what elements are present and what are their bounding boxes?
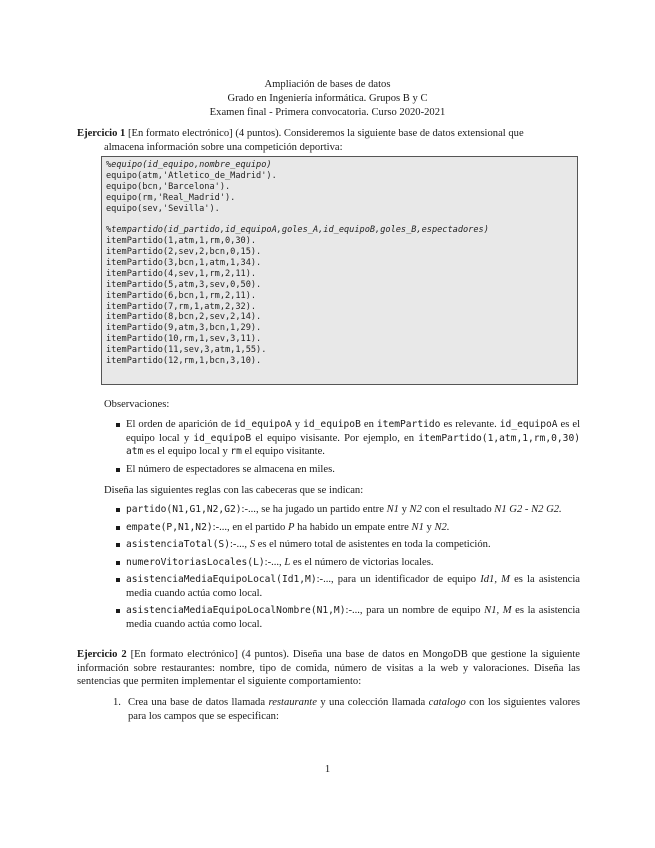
rule-item: numeroVitoriasLocales(L):-..., L es el número de victorias locales. [104, 556, 580, 570]
bullet-icon [116, 508, 120, 512]
exercise-2-item-1: 1. Crea una base de datos llamada restaurante y una colección llamada catalogo con los siguientes valores para los campos que se especifican: [113, 697, 581, 722]
rule-item: asistenciaMediaEquipoLocal(Id1,M):-..., para un identificador de equipo Id1, M es la asistencia media cuando actúa como local. [104, 573, 580, 600]
exercise-1-intro-a: [En formato electrónico] (4 puntos). Consideremos la siguiente base de datos extensional que [125, 128, 524, 139]
rules-intro: Diseña las siguientes reglas con las cabeceras que se indican: [104, 485, 364, 496]
rules-list [104, 503, 580, 635]
observations-list [104, 418, 580, 480]
code-line: itemPartido(11,sev,3,atm,1,55). [106, 345, 267, 356]
observation-item: El orden de aparición de id_equipoA y id_equipoB en itemPartido es relevante. id_equipoA es el equipo local y id_equipoB el equipo visisante. Por ejemplo, en itemPartido(1,atm,1,rm,0,30) atm es el equipo local y rm el equipo visitante. [104, 418, 580, 459]
code-line: itemPartido(8,bcn,2,sev,2,14). [106, 312, 262, 323]
bullet-icon [116, 468, 120, 472]
exam-line: Examen final - Primera convocatoria. Curso 2020-2021 [209, 107, 446, 118]
code-line: itemPartido(9,atm,3,bcn,1,29). [106, 323, 262, 334]
exercise-2-intro: [En formato electrónico] (4 puntos). Diseña una base de datos en MongoDB que gestione la siguiente información sobre restaurantes: nombre, tipo de comida, número de visitas a la web y valoraciones. Diseña las sentencias que permiten implementar el siguiente comportamiento: [77, 649, 580, 687]
exercise-2-heading [77, 648, 580, 689]
bullet-icon [116, 526, 120, 530]
code-line: equipo(rm,'Real_Madrid'). [106, 192, 236, 203]
bullet-icon [116, 543, 120, 547]
rule-item: asistenciaMediaEquipoLocalNombre(N1,M):-..., para un nombre de equipo N1, M es la asistencia media cuando actúa como local. [104, 604, 580, 631]
code-line: itemPartido(5,atm,3,sev,0,50). [106, 279, 262, 290]
page-number: 1 [324, 764, 331, 775]
exercise-1-label: Ejercicio 1 [77, 128, 126, 139]
code-line: equipo(bcn,'Barcelona'). [106, 181, 231, 192]
rule-item: asistenciaTotal(S):-..., S es el número total de asistentes en toda la competición. [104, 538, 580, 552]
course-title: Ampliación de bases de datos [264, 79, 391, 90]
code-line [106, 214, 573, 225]
code-line: %tempartido(id_partido,id_equipoA,goles_A,id_equipoB,goles_B,espectadores) [106, 225, 489, 236]
code-line: itemPartido(7,rm,1,atm,2,32). [106, 301, 257, 312]
code-line: equipo(atm,'Atletico_de_Madrid'). [106, 170, 277, 181]
code-line: itemPartido(12,rm,1,bcn,3,10). [106, 356, 262, 367]
rule-item: empate(P,N1,N2):-..., en el partido P ha habido un empate entre N1 y N2. [104, 521, 580, 535]
exercise-2-label: Ejercicio 2 [77, 649, 127, 660]
observations-title: Observaciones: [104, 399, 170, 410]
bullet-icon [116, 423, 120, 427]
code-line: itemPartido(3,bcn,1,atm,1,34). [106, 258, 262, 269]
bullet-icon [116, 561, 120, 565]
code-line: itemPartido(2,sev,2,bcn,0,15). [106, 247, 262, 258]
code-line: %equipo(id_equipo,nombre_equipo) [106, 160, 272, 170]
document-header [0, 78, 655, 120]
observation-item: El número de espectadores se almacena en miles. [104, 463, 580, 477]
exercise-1-intro-b: almacena información sobre una competición deportiva: [104, 141, 343, 153]
rule-item: partido(N1,G1,N2,G2):-..., se ha jugado un partido entre N1 y N2 con el resultado N1 G2 - N2 G2. [104, 503, 580, 517]
bullet-icon [116, 578, 120, 582]
code-line: equipo(sev,'Sevilla'). [106, 203, 220, 214]
exercise-1-heading [77, 127, 580, 154]
code-line: itemPartido(1,atm,1,rm,0,30). [106, 236, 257, 247]
code-line: itemPartido(6,bcn,1,rm,2,11). [106, 290, 257, 301]
code-line: itemPartido(4,sev,1,rm,2,11). [106, 268, 257, 279]
bullet-icon [116, 609, 120, 613]
degree-line: Grado en Ingeniería informática. Grupos B y C [227, 93, 428, 104]
code-line: itemPartido(10,rm,1,sev,3,11). [106, 334, 262, 345]
prolog-code-listing [101, 156, 578, 385]
